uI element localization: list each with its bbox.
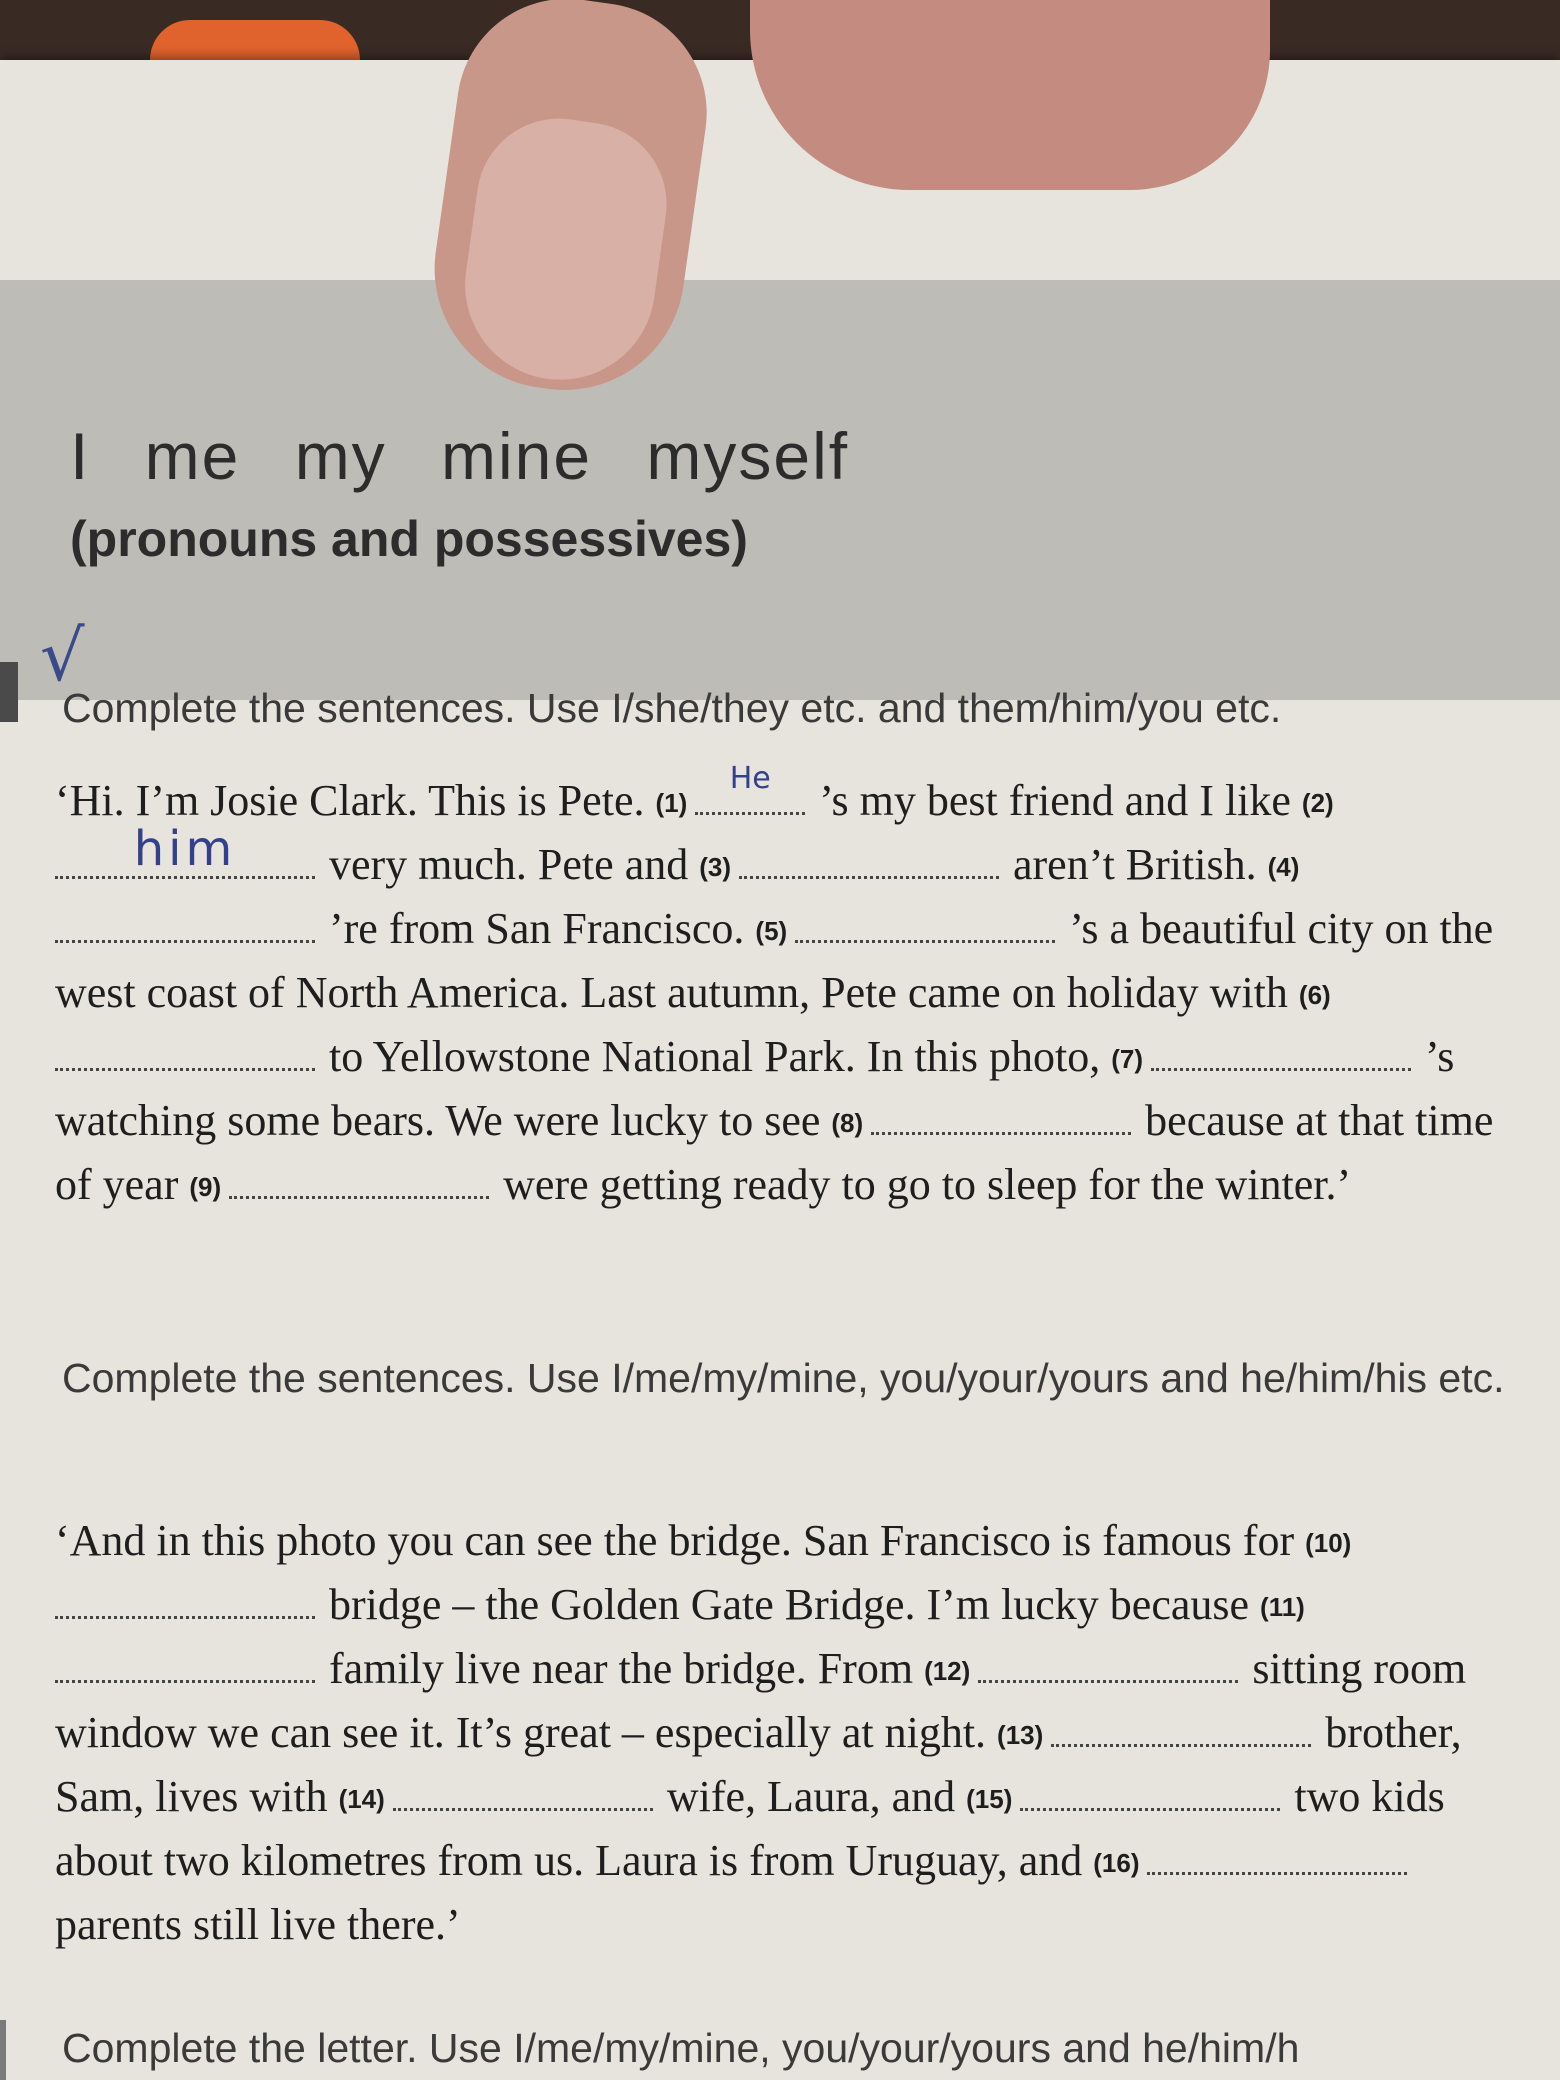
handwritten-answer: him [133,821,237,877]
blank-number: (11) [1260,1592,1305,1622]
blank-number: (13) [997,1720,1044,1750]
blank-number: (7) [1111,1044,1143,1074]
answer-blank-12[interactable] [978,1650,1238,1683]
handwritten-answer: He [729,761,771,796]
blank-number: (16) [1093,1848,1140,1878]
answer-blank-11[interactable] [55,1650,315,1683]
exercise-1-instruction: Complete the sentences. Use I/she/they etc. and them/him/you etc. [62,685,1282,731]
blank-number: (6) [1298,980,1331,1010]
answer-blank-7[interactable] [1151,1038,1411,1071]
answer-blank-6[interactable] [55,1038,315,1071]
answer-blank-9[interactable] [229,1166,489,1199]
hand [750,0,1270,190]
blank-number: (4) [1267,852,1300,882]
blank-number: (15) [966,1784,1013,1814]
answer-blank-15[interactable] [1020,1778,1280,1811]
answer-blank-8[interactable] [871,1102,1131,1135]
answer-blank-13[interactable] [1051,1714,1311,1747]
exercise-1-marker [0,662,18,722]
exercise-3-marker [0,2020,6,2080]
blank-number: (8) [831,1108,864,1138]
blank-number: (3) [699,852,731,882]
answer-blank-14[interactable] [393,1778,653,1811]
answer-blank-16[interactable] [1147,1842,1407,1875]
answer-blank-2[interactable] [55,821,315,879]
blank-number: (5) [755,916,788,946]
answer-blank-4[interactable] [55,910,315,943]
blank-number: (1) [655,788,688,818]
answer-blank-1[interactable] [695,761,805,815]
blank-number: (2) [1301,788,1334,818]
check-mark-icon: √ [40,615,85,697]
exercise-2-passage: ‘And in this photo you can see the bridge. San Francisco is famous for (10)bridge – the Golden Gate Bridge. I’m lucky because (11)family live near the bridge. From (12) sitting room window we can see it. It’s great – especially at night. (13) brother, Sam, lives with (14) wife, Laura, and (15) two kids about two kilometres from us. Laura is from Uruguay, and (16)parents still live there.’ [55,1516,1467,1949]
blank-number: (9) [189,1172,222,1202]
blank-number: (14) [338,1784,385,1814]
blank-number: (12) [924,1656,971,1686]
exercise-1-passage: ‘Hi. I’m Josie Clark. This is Pete. (1) He ’s my best friend and I like (2) him very much. Pete and (3) aren’t British. (4)’re from San Francisco. (5) ’s a beautiful city on the west coast of North America. Last autumn, Pete came on holiday with (6)to Yellowstone National Park. In this photo, (7) ’s watching some bears. We were lucky to see (8) because at that time of year (9) were getting ready to go to sleep for the winter.’ [55,770,1525,1218]
blank-number: (10) [1305,1528,1352,1558]
exercise-2-instruction: Complete the sentences. Use I/me/my/mine, you/your/yours and he/him/his etc. [62,1355,1505,1401]
answer-blank-5[interactable] [795,910,1055,943]
page-subtitle: (pronouns and possessives) [70,511,748,567]
exercise-3-instruction: Complete the letter. Use I/me/my/mine, you/your/yours and he/him/h [62,2025,1300,2071]
answer-blank-10[interactable] [55,1586,315,1619]
answer-blank-3[interactable] [739,846,999,879]
page-title: I me my mine myself [70,419,850,493]
